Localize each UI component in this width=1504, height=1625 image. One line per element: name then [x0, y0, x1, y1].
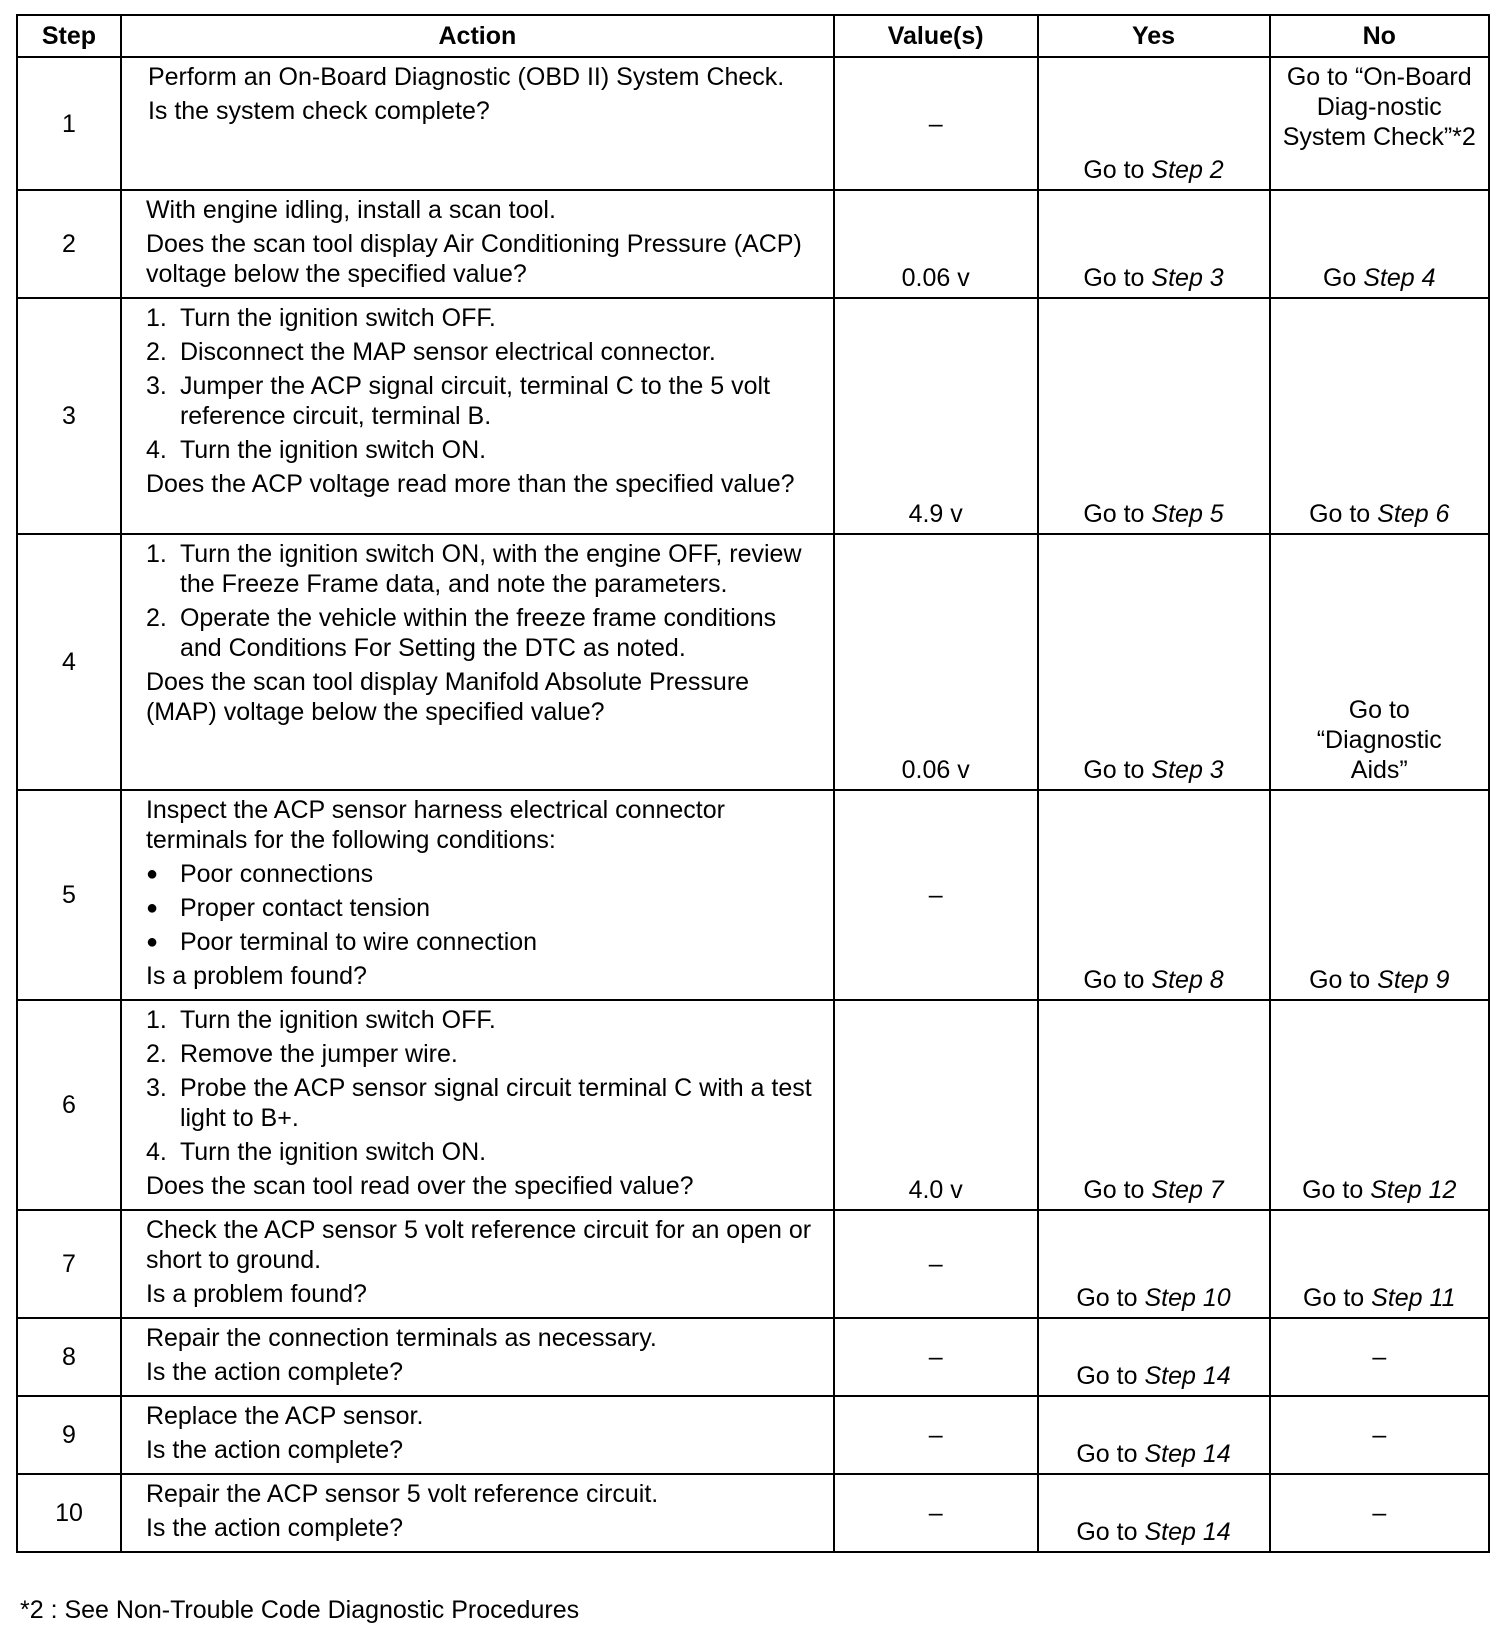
action-cell [121, 1000, 834, 1210]
action-text: Perform an On-Board Diagnostic (OBD II) System Check. [147, 63, 785, 91]
no-cell: Go to Step 12 [1270, 1000, 1489, 1210]
step-link: Step 6 [1377, 500, 1450, 528]
table-row [17, 190, 1489, 298]
action-cell [121, 1210, 834, 1318]
no-cell: Go to “On-Board Diag-nostic System Check”*2 [1270, 57, 1489, 190]
no-cell: – [1270, 1474, 1489, 1552]
action-cell [121, 57, 834, 190]
value-cell: 0.06 v [834, 190, 1038, 298]
step-number: 3 [17, 298, 121, 534]
value-cell: 0.06 v [834, 534, 1038, 790]
list-item: 3. Probe the ACP sensor signal circuit terminal C with a test light to B+. [145, 1074, 812, 1132]
step-link: Step 12 [1370, 1176, 1457, 1204]
step-link: Step 3 [1151, 756, 1224, 784]
diagnostic-table [16, 14, 1490, 1553]
table-row [17, 790, 1489, 1000]
action-question: Is the action complete? [145, 1436, 404, 1464]
yes-cell: Go to Step 7 [1038, 1000, 1270, 1210]
action-cell [121, 190, 834, 298]
table-row [17, 1474, 1489, 1552]
list-item: 4. Turn the ignition switch ON. [145, 1138, 487, 1166]
header-no: No [1270, 15, 1489, 57]
action-question: Is a problem found? [145, 962, 367, 990]
list-item: 2. Remove the jumper wire. [145, 1040, 458, 1068]
bullet-icon: ● [145, 931, 159, 953]
step-link: Step 14 [1144, 1440, 1231, 1468]
no-cell: – [1270, 1396, 1489, 1474]
step-link: Step 7 [1151, 1176, 1224, 1204]
bullet-icon: ● [145, 863, 159, 885]
table-row [17, 1318, 1489, 1396]
step-number: 8 [17, 1318, 121, 1396]
yes-cell: Go to Step 3 [1038, 190, 1270, 298]
step-link: Step 2 [1151, 156, 1224, 184]
table-row [17, 534, 1489, 790]
yes-cell: Go to Step 14 [1038, 1396, 1270, 1474]
action-text: Repair the ACP sensor 5 volt reference circuit. [145, 1480, 659, 1508]
action-cell [121, 1474, 834, 1552]
footnote: *2 : See Non-Trouble Code Diagnostic Procedures [20, 1596, 580, 1624]
step-number: 10 [17, 1474, 121, 1552]
step-link: Step 10 [1144, 1284, 1231, 1312]
header-step: Step [17, 15, 121, 57]
step-link: Step 11 [1371, 1284, 1456, 1312]
table-row [17, 1396, 1489, 1474]
yes-cell: Go to Step 3 [1038, 534, 1270, 790]
step-link: Step 14 [1144, 1518, 1231, 1546]
header-action: Action [121, 15, 834, 57]
yes-cell: Go to Step 2 [1038, 57, 1270, 190]
action-text: Check the ACP sensor 5 volt reference circuit for an open or short to ground. [145, 1216, 812, 1274]
table-row [17, 1000, 1489, 1210]
action-question: Is the system check complete? [147, 97, 490, 125]
step-number: 5 [17, 790, 121, 1000]
action-text: Replace the ACP sensor. [145, 1402, 424, 1430]
header-yes: Yes [1038, 15, 1270, 57]
step-link: Step 5 [1151, 500, 1224, 528]
action-question: Does the ACP voltage read more than the specified value? [145, 470, 795, 498]
no-cell: – [1270, 1318, 1489, 1396]
step-link: Step 8 [1151, 966, 1224, 994]
value-cell: – [834, 57, 1038, 190]
action-question: Does the scan tool display Air Conditioning Pressure (ACP) voltage below the specified value? [145, 230, 802, 288]
yes-cell: Go to Step 10 [1038, 1210, 1270, 1318]
no-cell: Go to Step 6 [1270, 298, 1489, 534]
value-cell: – [834, 1396, 1038, 1474]
step-number: 2 [17, 190, 121, 298]
table-row [17, 57, 1489, 190]
yes-cell: Go to Step 14 [1038, 1318, 1270, 1396]
no-cell: Go to Step 9 [1270, 790, 1489, 1000]
action-question: Is the action complete? [145, 1514, 404, 1542]
yes-cell: Go to Step 5 [1038, 298, 1270, 534]
value-cell: – [834, 1474, 1038, 1552]
step-link: Step 14 [1144, 1362, 1231, 1390]
yes-cell: Go to Step 14 [1038, 1474, 1270, 1552]
action-question: Does the scan tool read over the specified value? [145, 1172, 694, 1200]
bullet-icon: ● [145, 897, 159, 919]
step-number: 7 [17, 1210, 121, 1318]
value-cell: – [834, 1210, 1038, 1318]
action-text: Repair the connection terminals as necessary. [145, 1324, 657, 1352]
step-link: Step 3 [1151, 264, 1224, 292]
step-number: 1 [17, 57, 121, 190]
table-row [17, 1210, 1489, 1318]
table-row [17, 298, 1489, 534]
step-number: 4 [17, 534, 121, 790]
action-cell [121, 790, 834, 1000]
action-cell [121, 1318, 834, 1396]
value-cell: 4.0 v [834, 1000, 1038, 1210]
action-cell [121, 1396, 834, 1474]
list-item: 1. Turn the ignition switch ON, with the engine OFF, review the Freeze Frame data, and note the parameters. [145, 540, 802, 598]
list-item: 2. Operate the vehicle within the freeze frame conditions and Conditions For Setting the DTC as noted. [145, 604, 777, 662]
step-link: Step 9 [1377, 966, 1450, 994]
action-question: Is a problem found? [145, 1280, 367, 1308]
value-cell: – [834, 1318, 1038, 1396]
table-header-row [17, 15, 1489, 57]
yes-cell: Go to Step 8 [1038, 790, 1270, 1000]
header-values: Value(s) [834, 15, 1038, 57]
list-item: 4. Turn the ignition switch ON. [145, 436, 487, 464]
list-item: 1. Turn the ignition switch OFF. [145, 304, 496, 332]
list-item: 3. Jumper the ACP signal circuit, terminal C to the 5 volt reference circuit, terminal B. [145, 372, 771, 430]
list-item: 2. Disconnect the MAP sensor electrical connector. [145, 338, 716, 366]
bullet-item: ● Poor connections [145, 860, 374, 888]
list-item: 1. Turn the ignition switch OFF. [145, 1006, 496, 1034]
action-cell [121, 298, 834, 534]
step-number: 9 [17, 1396, 121, 1474]
bullet-item: ● Poor terminal to wire connection [145, 928, 538, 956]
action-cell [121, 534, 834, 790]
step-number: 6 [17, 1000, 121, 1210]
action-question: Does the scan tool display Manifold Absolute Pressure (MAP) voltage below the specified value? [145, 668, 750, 726]
no-cell: Go to “Diagnostic Aids” [1270, 534, 1489, 790]
no-cell: Go Step 4 [1270, 190, 1489, 298]
value-cell: 4.9 v [834, 298, 1038, 534]
no-cell: Go to Step 11 [1270, 1210, 1489, 1318]
action-question: Is the action complete? [145, 1358, 404, 1386]
value-cell: – [834, 790, 1038, 1000]
action-text: With engine idling, install a scan tool. [145, 196, 556, 224]
bullet-item: ● Proper contact tension [145, 894, 431, 922]
action-text: Inspect the ACP sensor harness electrical connector terminals for the following conditions: [145, 796, 725, 854]
step-link: Step 4 [1363, 264, 1436, 292]
